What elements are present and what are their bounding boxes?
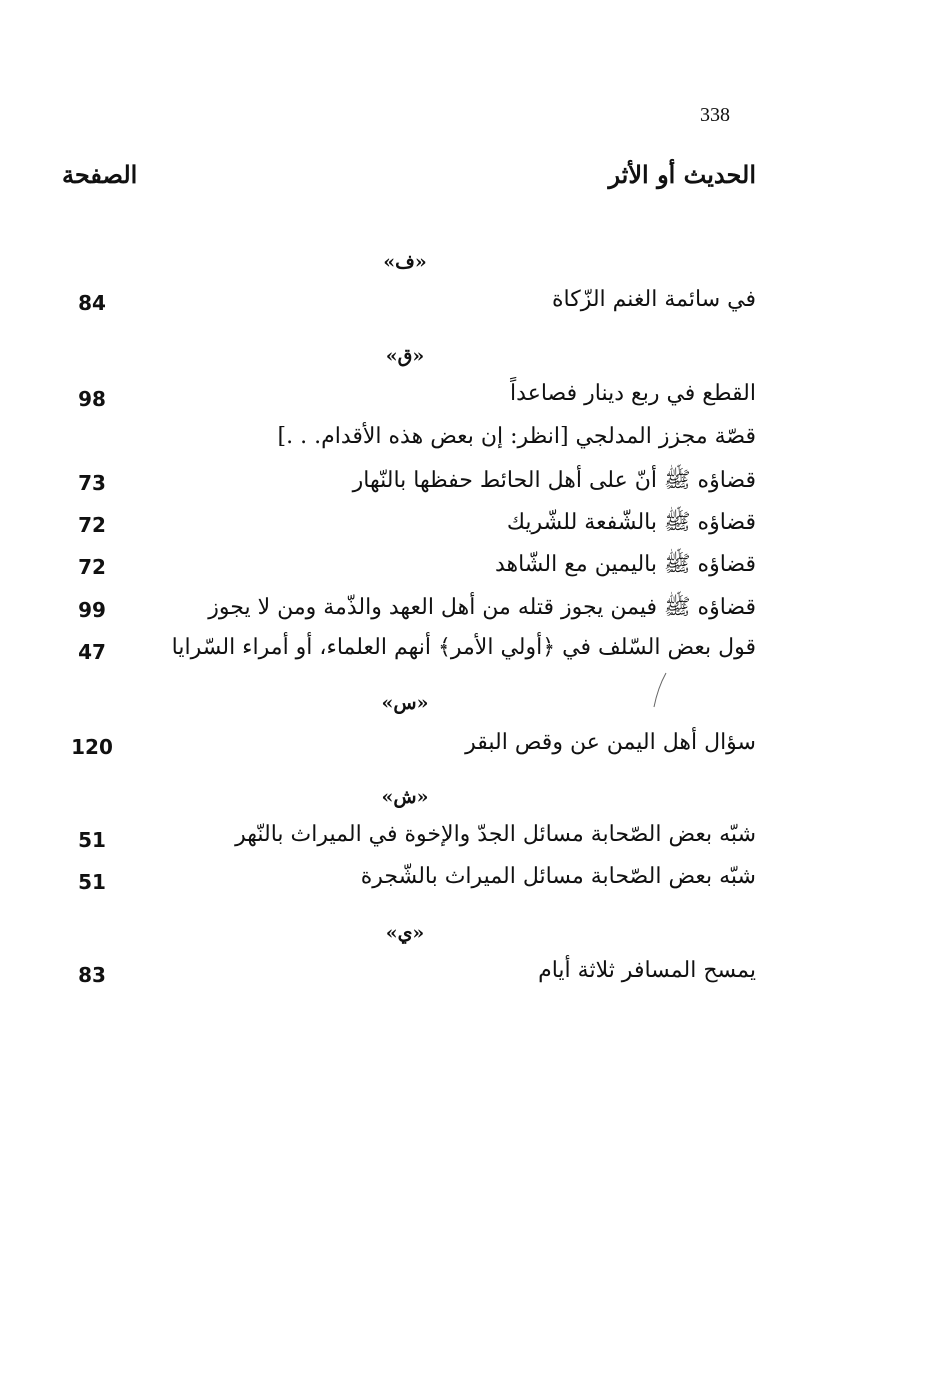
section-letter-sin: «س» (381, 692, 429, 714)
index-entry-page: 47 (78, 640, 106, 664)
page-number: 338 (700, 104, 730, 126)
index-entry-text: قضاؤه ﷺ بالشّفعة للشّريك (506, 510, 756, 535)
section-letter-ya: «ي» (385, 922, 425, 944)
index-entry-text: في سائمة الغنم الزّكاة (552, 287, 756, 312)
section-letter-shin: «ش» (381, 786, 429, 808)
column-header-hadith: الحديث أو الأثر (608, 160, 756, 189)
section-letter-qaf: «ق» (385, 345, 425, 367)
index-entry-text: قول بعض السّلف في ﴿أولي الأمر﴾ أنهم العلماء، أو أمراء السّرايا (171, 635, 756, 660)
index-entry-page: 72 (78, 555, 106, 579)
column-header-page: الصفحة (62, 160, 138, 189)
index-entry-page: 98 (78, 387, 106, 411)
index-entry-page: 51 (78, 828, 106, 852)
index-entry-text: القطع في ربع دينار فصاعداً (510, 381, 756, 406)
index-entry-text: شبّه بعض الصّحابة مسائل الجدّ والإخوة في الميراث بالنّهر (235, 822, 756, 847)
index-entry-page: 99 (78, 598, 106, 622)
index-entry-page: 73 (78, 471, 106, 495)
index-entry-page: 72 (78, 513, 106, 537)
index-entry-page: 83 (78, 963, 106, 987)
index-entry-page: 51 (78, 870, 106, 894)
index-entry-text: قضاؤه ﷺ فيمن يجوز قتله من أهل العهد والذّمة ومن لا يجوز (208, 595, 756, 620)
index-entry-page: 120 (71, 735, 113, 759)
section-letter-fa: «ف» (383, 251, 427, 273)
index-entry-text: يمسح المسافر ثلاثة أيام (538, 958, 756, 983)
index-entry-text: قضاؤه ﷺ أنّ على أهل الحائط حفظها بالنّهار (352, 468, 756, 493)
index-entry-page: 84 (78, 291, 106, 315)
pencil-mark-icon (652, 672, 668, 708)
index-entry-text: شبّه بعض الصّحابة مسائل الميراث بالشّجرة (360, 864, 756, 889)
index-entry-text: قصّة مجزز المدلجي [انظر: إن بعض هذه الأقدام. . .] (277, 424, 756, 449)
index-entry-text: قضاؤه ﷺ باليمين مع الشّاهد (494, 552, 756, 577)
index-entry-text: سؤال أهل اليمن عن وقص البقر (465, 730, 756, 755)
